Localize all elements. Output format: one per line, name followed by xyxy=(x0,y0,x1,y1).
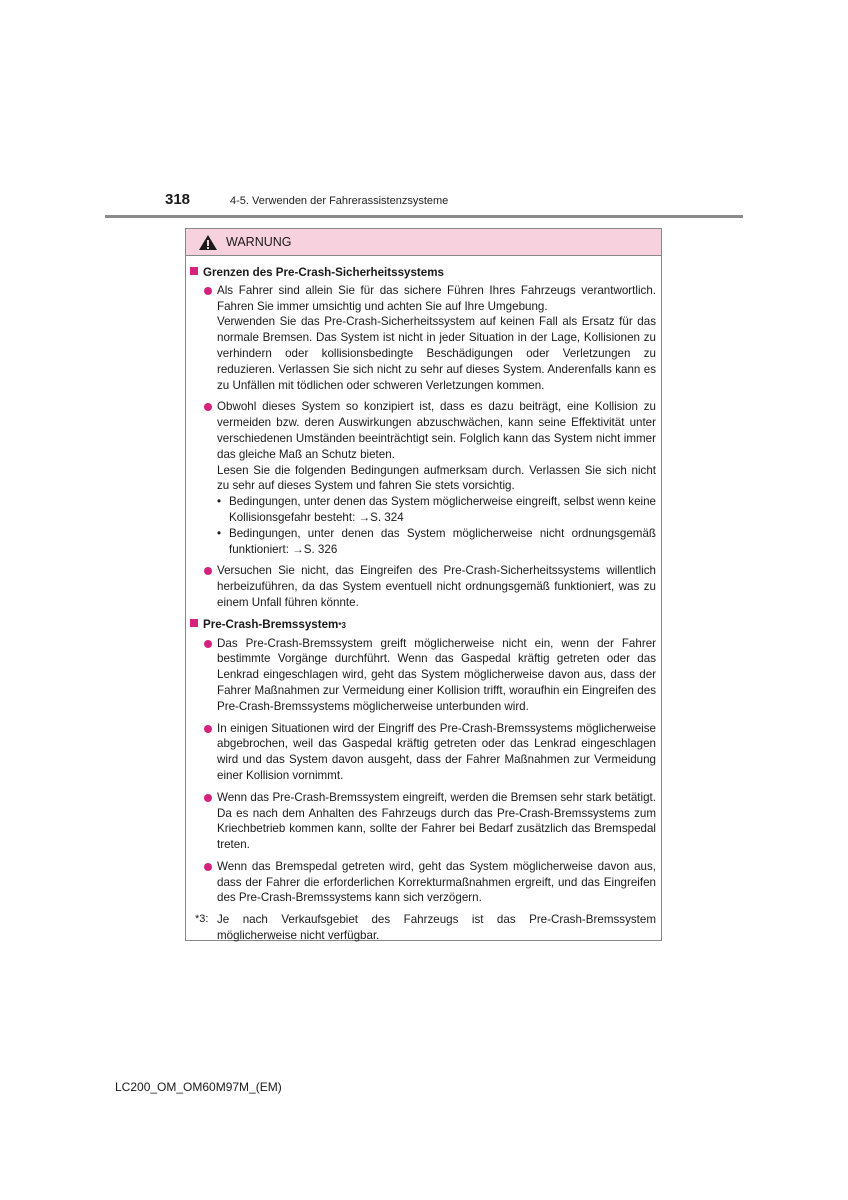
list-item-text xyxy=(217,721,656,784)
list-item-text xyxy=(217,399,656,557)
sub-list-item-text: Bedingungen, unter denen das System möglicherweise nicht ordnungsgemäß funktioniert: →S. 326 xyxy=(229,526,656,556)
section-heading-text: Grenzen des Pre-Crash-Sicherheitssystems xyxy=(203,266,444,279)
circle-bullet-icon xyxy=(204,403,212,411)
page-number: 318 xyxy=(165,191,191,208)
warning-title: WARNUNG xyxy=(226,235,292,249)
warning-list-item xyxy=(204,790,656,853)
list-item-text xyxy=(217,636,656,715)
warning-list-item xyxy=(204,563,656,610)
dot-bullet-icon: • xyxy=(217,495,222,509)
warning-body xyxy=(186,256,661,944)
section-heading xyxy=(190,617,656,634)
section-title: 4-5. Verwenden der Fahrerassistenzsysteme xyxy=(230,195,449,207)
square-bullet-icon xyxy=(190,267,198,275)
sub-list-item xyxy=(217,526,656,558)
list-item-text xyxy=(217,790,656,853)
list-item-text xyxy=(217,283,656,394)
warning-list-item xyxy=(204,859,656,906)
paragraph: Als Fahrer sind allein Sie für das sichere Führen Ihres Fahrzeugs verantwortlich. Fahren Sie immer umsichtig und achten Sie auf Ihre Umgebung. xyxy=(217,283,656,313)
square-bullet-icon xyxy=(190,619,198,627)
warning-box xyxy=(185,228,662,941)
circle-bullet-icon xyxy=(204,567,212,575)
footnote xyxy=(195,912,656,944)
warning-triangle-icon xyxy=(198,234,218,251)
paragraph: Lesen Sie die folgenden Bedingungen aufmerksam durch. Verlassen Sie sich nicht zu sehr auf dieses System und fahren Sie stets vorsichtig. xyxy=(217,463,656,493)
paragraph: Das Pre-Crash-Bremssystem greift möglicherweise nicht ein, wenn der Fahrer bestimmte Vorgänge durchführt. Wenn das Gaspedal kräftig getreten oder das Lenkrad eingeschlagen wird, geht das System möglicherweise davon aus, dass der Fahrer Maßnahmen zur Vermeidung einer Kollision trifft, woraufhin ein Eingreifen des Pre-Crash-Bremssystems möglicherweise unterbunden wird. xyxy=(217,636,656,713)
warning-header xyxy=(186,229,661,256)
paragraph: Wenn das Pre-Crash-Bremssystem eingreift, werden die Bremsen sehr stark betätigt. Da es nach dem Anhalten des Fahrzeugs durch das Pre-Crash-Bremssystems zum Kriechbetrieb kommen kann, sollte der Fahrer bei Bedarf zusätzlich das Bremspedal treten. xyxy=(217,790,656,852)
paragraph: Wenn das Bremspedal getreten wird, geht das System möglicherweise davon aus, dass der Fahrer die erforderlichen Korrekturmaßnahmen ergreift, und das Eingreifen des Pre-Crash-Bremssystems kann sich verzögern. xyxy=(217,859,656,905)
footnote-mark: *3: xyxy=(195,913,209,926)
list-item-text xyxy=(217,563,656,610)
section-heading xyxy=(190,265,656,281)
sub-list-item-text: Bedingungen, unter denen das System möglicherweise eingreift, selbst wenn keine Kollisionsgefahr besteht: →S. 324 xyxy=(229,495,656,524)
section-heading-text: Pre-Crash-Bremssystem xyxy=(203,617,339,631)
footnote-reference: *3 xyxy=(338,620,346,630)
footnote-text: Je nach Verkaufsgebiet des Fahrzeugs ist das Pre-Crash-Bremssystem möglicherweise nicht verfügbar. xyxy=(217,913,656,943)
circle-bullet-icon xyxy=(204,287,212,295)
paragraph: Obwohl dieses System so konzipiert ist, dass es dazu beiträgt, eine Kollision zu vermeiden bzw. deren Auswirkungen abzuschwächen, kann seine Effektivität unter verschiedenen Umständen beeinträchtigt sein. Folglich kann das System nicht immer das gleiche Maß an Schutz bieten. xyxy=(217,400,656,461)
warning-list-item xyxy=(204,399,656,557)
paragraph: Versuchen Sie nicht, das Eingreifen des Pre-Crash-Sicherheitssystems willentlich herbeizuführen, da das System eventuell nicht ordnungsgemäß funktioniert, was zu einem Unfall führen könnte. xyxy=(217,564,656,609)
paragraph: In einigen Situationen wird der Eingriff des Pre-Crash-Bremssystems möglicherweise abgebrochen, weil das Gaspedal kräftig getreten oder das Lenkrad eingeschlagen wird und das System davon ausgeht, dass der Fahrer Maßnahmen zur Vermeidung einer Kollision vornimmt. xyxy=(217,721,656,782)
circle-bullet-icon xyxy=(204,640,212,648)
circle-bullet-icon xyxy=(204,794,212,802)
document-code: LC200_OM_OM60M97M_(EM) xyxy=(115,1080,282,1094)
warning-list-item xyxy=(204,283,656,394)
paragraph: Verwenden Sie das Pre-Crash-Sicherheitssystem auf keinen Fall als Ersatz für das normale Bremsen. Das System ist nicht in jeder Situation in der Lage, Kollisionen zu verhindern oder kollisionsbedingte Beschädigungen oder Verletzungen zu reduzieren. Verlassen Sie sich nicht zu sehr auf dieses System. Anderenfalls kann es zu Unfällen mit tödlichen oder schweren Verletzungen kommen. xyxy=(217,315,656,392)
list-item-text xyxy=(217,859,656,906)
warning-list-item xyxy=(204,636,656,715)
circle-bullet-icon xyxy=(204,863,212,871)
header-rule xyxy=(105,215,743,218)
warning-list-item xyxy=(204,721,656,784)
circle-bullet-icon xyxy=(204,725,212,733)
dot-bullet-icon: • xyxy=(217,526,222,540)
sub-list-item xyxy=(217,494,656,526)
